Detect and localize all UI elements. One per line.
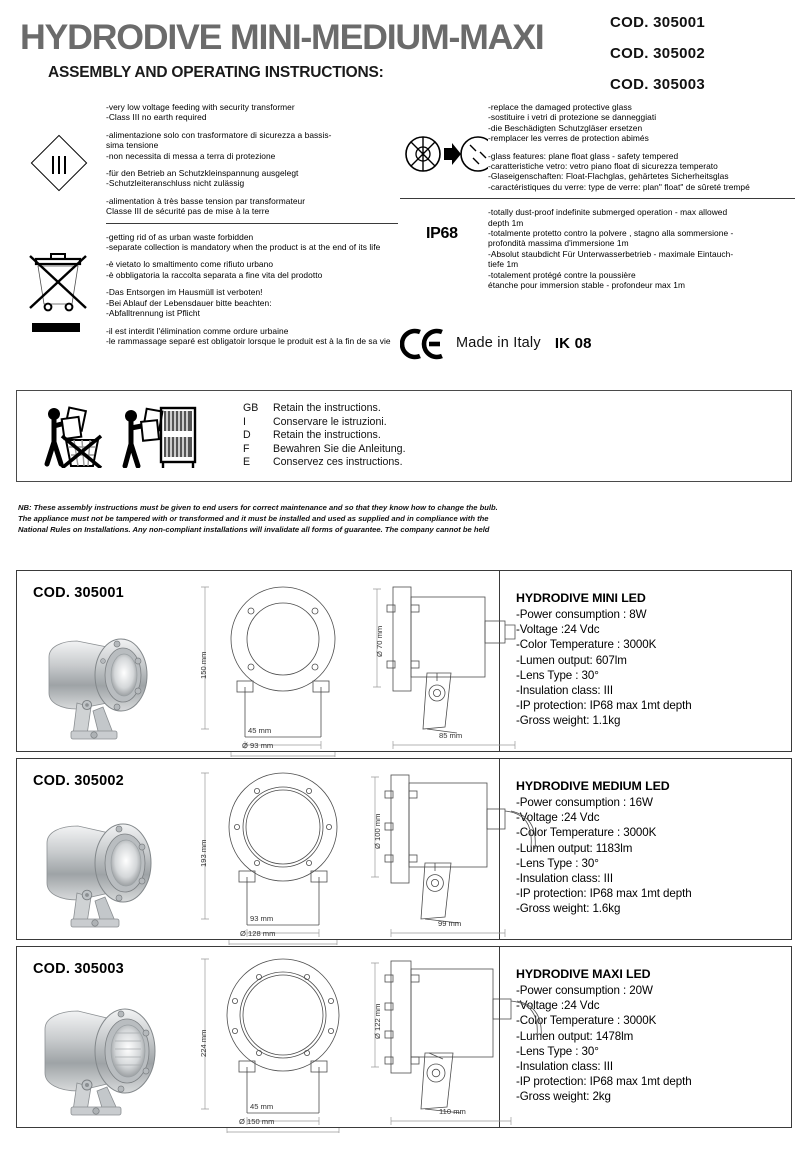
product-code: COD. 305002: [33, 773, 124, 789]
text-line: -getting rid of as urban waste forbidden: [106, 231, 254, 242]
spec-line: -Power consumption : 16W: [516, 796, 653, 809]
spec-line: -Insulation class: III: [516, 684, 614, 698]
product-title: HYDRODIVE MEDIUM LED: [516, 779, 670, 793]
retain-lang-code: E: [243, 456, 251, 469]
retain-lang-code: F: [243, 442, 250, 455]
dimension-depth: 85 mm: [439, 731, 463, 740]
text-line: -il est interdit l'élimination comme ordure urbaine: [106, 325, 289, 336]
text-line: -caratteristiche vetro: vetro piano float di sicurezza temperato: [488, 161, 718, 172]
weee-solid-bar: [32, 323, 80, 332]
product-photo: [25, 987, 181, 1117]
retain-lang-code: D: [243, 429, 251, 442]
text-line: depth 1m: [488, 217, 524, 228]
product-code-cell: [17, 759, 185, 939]
dimension-depth: 99 mm: [438, 919, 462, 928]
spec-line: -Color Temperature : 3000K: [516, 638, 657, 652]
product-code: COD. 305001: [33, 585, 124, 601]
ik-rating-label: IK 08: [554, 334, 592, 352]
spec-line: -IP protection: IP68 max 1mt depth: [516, 699, 692, 713]
spec-line: -Gross weight: 1.1kg: [516, 714, 621, 728]
text-line: -Glaseigenschaften: Float-Flachglas, gehärtetes Sicherheitsglas: [488, 171, 729, 182]
retain-lang-text: Retain the instructions.: [273, 429, 381, 442]
retain-row: [243, 443, 406, 457]
ip68-badge: IP68: [426, 225, 458, 243]
class-iii-icon-wrap: [18, 102, 90, 194]
retain-row: [243, 429, 406, 443]
spec-line: -Lens Type : 30°: [516, 1044, 599, 1058]
retain-row: [243, 456, 406, 470]
product-drawings: [185, 571, 499, 751]
nb-line: National Rules on Installations. Any non-compliant installations will invalidate all forms of guarantee. The company cannot be held: [18, 525, 490, 534]
text-line: étanche pour immersion stable - profondeur max 1m: [488, 280, 686, 291]
dimension-lens-dia: Ø 100 mm: [373, 813, 382, 849]
spec-line: -Color Temperature : 3000K: [516, 1014, 657, 1028]
weee-text: [106, 232, 398, 347]
nb-line: The appliance must not be tampered with or transformed and it must be installed and used as supplied and in compliance with the: [18, 514, 489, 523]
product-photo: [25, 799, 181, 929]
warning-weee: [18, 232, 398, 347]
dimension-body-dia: Ø 128 mm: [240, 929, 276, 938]
warning-ip68: [400, 207, 795, 290]
spec-line: -Lens Type : 30°: [516, 856, 599, 870]
spec-line: -Lumen output: 1478lm: [516, 1029, 634, 1043]
text-line: -replace the damaged protective glass: [488, 102, 632, 112]
header-code-2: COD. 305002: [610, 45, 706, 62]
spec-line: -IP protection: IP68 max 1mt depth: [516, 1075, 692, 1089]
text-line: -die Beschädigten Schutzgläser ersetzen: [488, 122, 643, 133]
spec-line: -Lens Type : 30°: [516, 668, 599, 682]
header-code-list: [610, 14, 790, 107]
weee-icon-wrap: [18, 250, 94, 320]
warnings-section: [0, 102, 808, 372]
ip68-badge-wrap: [400, 207, 458, 243]
text-line: -caractéristiques du verre: type de verre: plan" float" de sûreté trempé: [488, 181, 750, 192]
spec-line: -Gross weight: 2kg: [516, 1090, 611, 1104]
certification-marks: [400, 328, 592, 358]
page-title: HYDRODIVE MINI-MEDIUM-MAXI: [20, 18, 544, 57]
glass-icon-wrap: [400, 128, 486, 184]
spec-line: -Voltage :24 Vdc: [516, 623, 600, 637]
spec-line: -Power consumption : 8W: [516, 608, 647, 621]
spec-line: -Lumen output: 607lm: [516, 653, 627, 667]
warning-class-iii: [18, 102, 398, 217]
text-line: -è obbligatoria la raccolta separata a fine vita del prodotto: [106, 269, 323, 280]
product-code-cell: [17, 571, 185, 751]
ip68-text: [488, 207, 795, 290]
nb-note: [18, 502, 618, 535]
product-panel: [16, 570, 792, 752]
text-line: -Class III no earth required: [106, 112, 207, 123]
product-drawings: [185, 947, 499, 1127]
text-line: -alimentazione solo con trasformatore di sicurezza a bassis-: [106, 129, 332, 140]
text-line: -Bei Ablauf der Lebensdauer bitte beachten:: [106, 297, 272, 308]
product-title: HYDRODIVE MAXI LED: [516, 967, 651, 981]
glass-text: [488, 102, 795, 192]
retain-lang-text: Retain the instructions.: [273, 402, 381, 415]
product-code-cell: [17, 947, 185, 1127]
ce-mark-icon: [400, 328, 442, 358]
product-photo: [25, 611, 181, 741]
spec-line: -Power consumption : 20W: [516, 984, 653, 997]
text-line: -totally dust-proof indefinite submerged operation - max allowed: [488, 207, 728, 218]
dimension-body-dia: Ø 93 mm: [242, 741, 274, 750]
retain-row: [243, 402, 406, 416]
text-line: -le rammassage separé est obligatoir lorsque le produit est à la fin de sa vie: [106, 335, 391, 346]
product-panel: [16, 946, 792, 1128]
text-line: profondità massima d'immersione 1m: [488, 238, 629, 249]
file-instructions-icon: [121, 404, 199, 468]
class-iii-diamond-icon: [28, 136, 90, 194]
warnings-right-column: [400, 102, 795, 291]
retain-lang-text: Bewahren Sie die Anleitung.: [273, 442, 406, 455]
text-line: -remplacer les verres de protection abimés: [488, 133, 649, 144]
warning-glass: [400, 102, 795, 192]
retain-instructions-box: [16, 390, 792, 482]
spec-line: -Insulation class: III: [516, 872, 614, 886]
dimension-lens-dia: Ø 122 mm: [373, 1003, 382, 1039]
text-line: tiefe 1m: [488, 259, 519, 270]
header-code-3: COD. 305003: [610, 76, 706, 93]
dimension-height: 224 mm: [199, 1029, 208, 1057]
discard-instructions-forbidden-icon: [41, 404, 103, 468]
text-line: -very low voltage feeding with security transformer: [106, 102, 295, 112]
retain-lang-text: Conservez ces instructions.: [273, 456, 403, 469]
text-line: -glass features: plane float glass - safety tempered: [488, 150, 679, 161]
text-line: -sostituire i vetri di protezione se danneggiati: [488, 112, 657, 123]
dimension-body-dia: Ø 150 mm: [239, 1117, 275, 1126]
class-iii-text: [106, 102, 398, 217]
page-header: [0, 0, 808, 98]
text-line: -totalmente protetto contro la polvere , stagno alla sommersione -: [488, 228, 734, 239]
retain-pictograms: [27, 404, 199, 468]
text-line: -Das Entsorgen im Hausmüll ist verboten!: [106, 287, 263, 298]
retain-row: [243, 416, 406, 430]
text-line: -Absolut staubdicht Für Unterwasserbetrieb - maximale Eintauch-: [488, 248, 734, 259]
product-title: HYDRODIVE MINI LED: [516, 591, 646, 605]
text-line: -Schutzleiteranschluss nicht zulässig: [106, 178, 245, 189]
spec-line: -Voltage :24 Vdc: [516, 999, 600, 1013]
text-line: sima tensione: [106, 140, 159, 151]
spec-line: -Lumen output: 1183lm: [516, 841, 633, 855]
spec-line: -IP protection: IP68 max 1mt depth: [516, 887, 692, 901]
dimension-bracket-width: 45 mm: [250, 1102, 274, 1111]
text-line: -è vietato lo smaltimento come rifiuto urbano: [106, 259, 274, 270]
header-code-1: COD. 305001: [610, 14, 706, 31]
dimension-depth: 110 mm: [439, 1107, 466, 1116]
retain-lang-code: GB: [243, 402, 259, 415]
spec-line: -Voltage :24 Vdc: [516, 811, 600, 825]
retain-lang-text: Conservare le istruzioni.: [273, 415, 387, 428]
text-line: -Abfalltrennung ist Pflicht: [106, 308, 200, 319]
crossed-wheelie-bin-icon: [24, 250, 94, 320]
spec-line: -Gross weight: 1.6kg: [516, 902, 621, 916]
spec-line: -Insulation class: III: [516, 1060, 614, 1074]
warnings-left-column: [18, 102, 398, 346]
product-code: COD. 305003: [33, 961, 124, 977]
text-line: Classe III de sécurité pas de mise à la terre: [106, 206, 270, 217]
product-drawings: [185, 759, 499, 939]
dimension-bracket-width: 45 mm: [248, 726, 272, 735]
text-line: -alimentation à très basse tension par transformateur: [106, 195, 306, 206]
made-in-italy-label: Made in Italy: [456, 335, 541, 351]
product-panel: [16, 758, 792, 940]
retain-lang-code: I: [243, 415, 246, 428]
dimension-bracket-width: 93 mm: [250, 914, 274, 923]
right-column-divider: [400, 198, 795, 199]
dimension-height: 193 mm: [199, 839, 208, 867]
dimension-lens-dia: Ø 70 mm: [375, 625, 384, 657]
page-subtitle: ASSEMBLY AND OPERATING INSTRUCTIONS:: [48, 64, 384, 81]
replace-broken-glass-icon: [404, 128, 486, 184]
spec-line: -Color Temperature : 3000K: [516, 826, 657, 840]
product-panels: [16, 570, 792, 1134]
retain-language-list: [243, 402, 406, 470]
dimension-height: 150 mm: [199, 651, 208, 679]
text-line: -für den Betrieb an Schutzkleinspannung ausgelegt: [106, 168, 299, 179]
text-line: -separate collection is mandatory when the product is at the end of its life: [106, 242, 381, 253]
text-line: -totalement protégé contre la poussière: [488, 269, 636, 280]
nb-line: NB: These assembly instructions must be given to end users for correct maintenance and so that they know how to change the bulb.: [18, 503, 498, 512]
text-line: -non necessita di messa a terra di protezione: [106, 150, 276, 161]
left-column-divider: [106, 223, 398, 224]
